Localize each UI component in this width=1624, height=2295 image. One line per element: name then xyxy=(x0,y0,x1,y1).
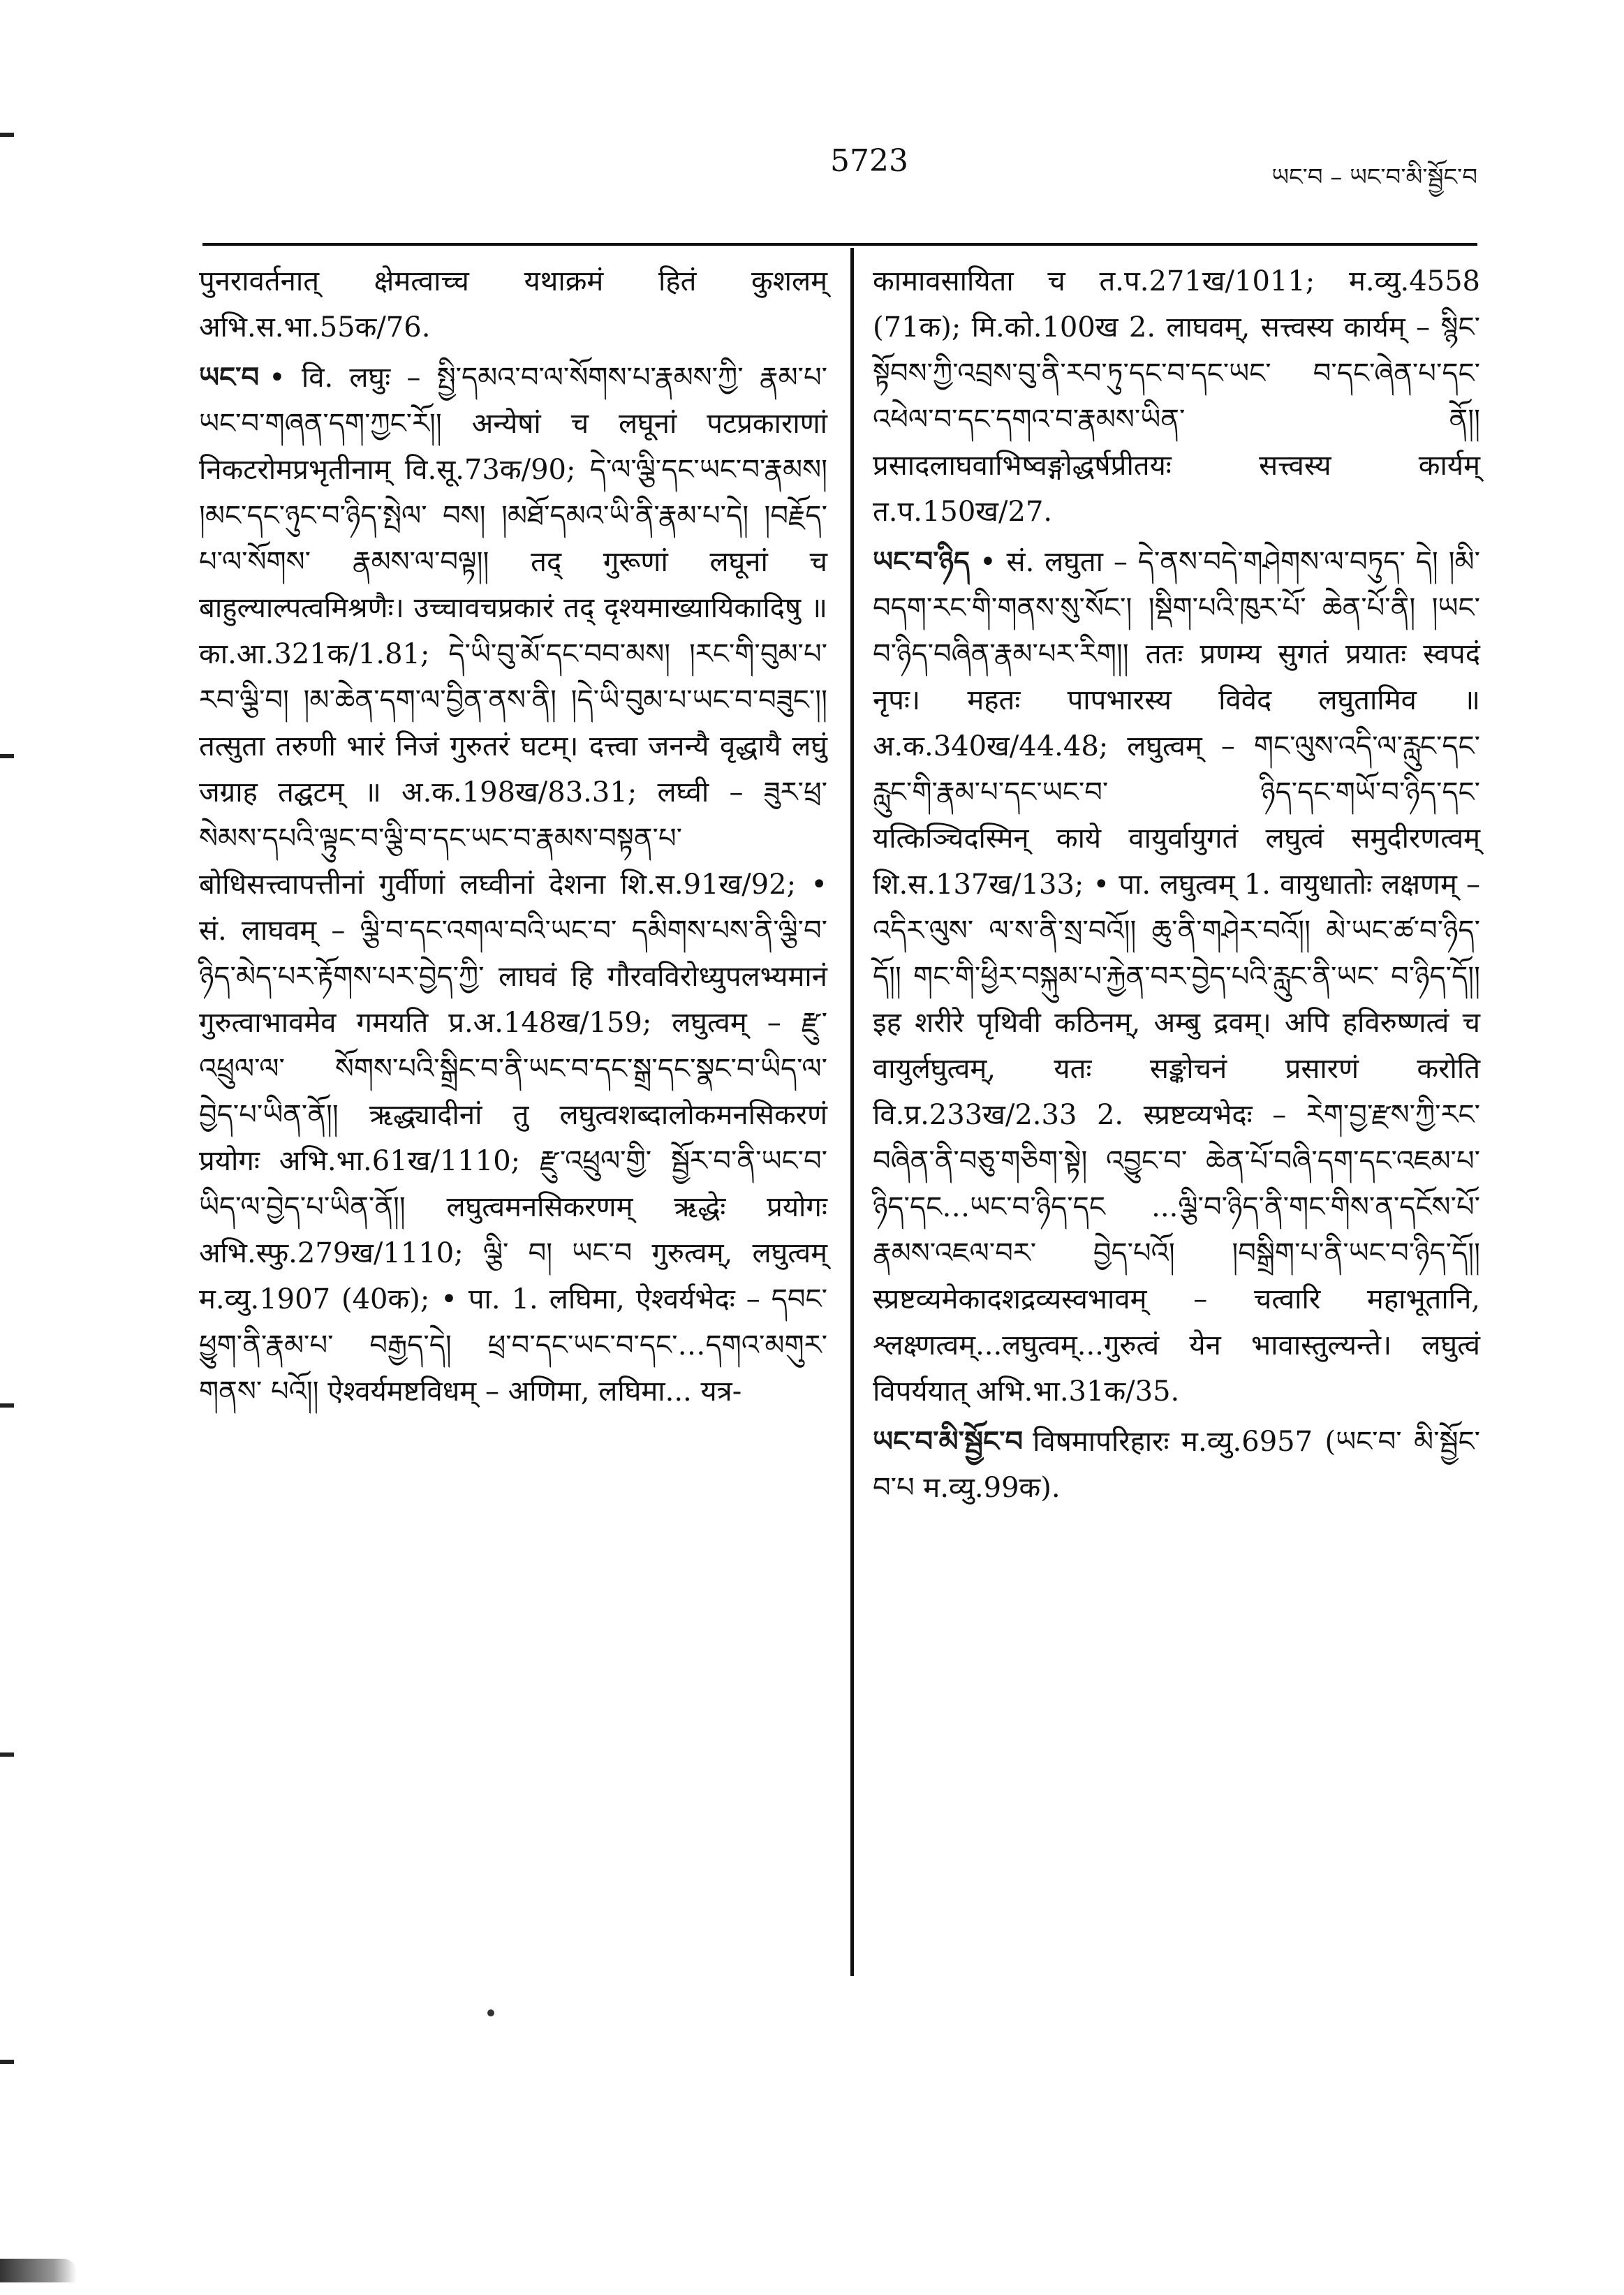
entry-head: ཡང་བ xyxy=(199,361,260,394)
stray-dot xyxy=(487,2009,494,2016)
entry-yang-ba xyxy=(199,355,827,1415)
entry-yang-ba-nyid xyxy=(873,539,1480,1415)
scan-corner-mark xyxy=(0,2259,77,2282)
margin-mark xyxy=(0,1403,14,1408)
left-intro-paragraph: पुनरावर्तनात् क्षेमत्वाच्च यथाक्रमं हितं कुशलम् अभि.स.भा.55क/76. xyxy=(199,265,827,344)
margin-mark xyxy=(0,1752,14,1757)
margin-mark xyxy=(0,2060,14,2064)
margin-mark xyxy=(0,133,14,137)
entry-yang-ba-mi-sbyong-ba xyxy=(873,1419,1480,1511)
entry-text: विषमापरिहारः म.व्यु.6957 (ཡང་བ་ མི་སྦྱོང་བ་པ म.व्यु.99क). xyxy=(873,1426,1480,1504)
entry-head: ཡང་བ་ཉིད xyxy=(873,545,970,578)
column-divider xyxy=(850,248,854,1976)
running-head: ཡང་བ – ཡང་བ་མི་སྦྱོང་བ xyxy=(1271,163,1477,191)
right-continuation-paragraph: कामावसायिता च त.प.271ख/1011; म.व्यु.4558 (71क); मि.को.100ख 2. लाघवम्, सत्त्वस्य कार्यम् – སྙིང་སྟོབས་ཀྱི་འབྲས་བུ་ནི་རབ་ཏུ་དང་བ་དང་ཡང་ བ་དང་ཞེན་པ་དང་འཕེལ་བ་དང་དགའ་བ་རྣམས་ཡིན་ ནོ།། प्रसादलाघवाभिष्वङ्गोद्धर्षप्रीतयः सत्त्वस्य कार्यम् त.प.150ख/27. xyxy=(873,265,1480,528)
page-number: 5723 xyxy=(830,143,908,179)
left-column xyxy=(199,258,827,1419)
entry-head: ཡང་བ་མི་སྦྱོང་བ xyxy=(873,1425,1024,1458)
right-column xyxy=(873,258,1480,1515)
entry-text: • वि. लघुः – སྤྱི་དམའ་བ་ལ་སོགས་པ་རྣམས་ཀྱི་ རྣམ་པ་ཡང་བ་གཞན་དག་ཀྱང་རོ།། अन्येषां च लघूनां पटप्रकाराणां निकटरोमप्रभृतीनाम् वि.सू.73क/90; དེ་ལ་ལྕི་དང་ཡང་བ་རྣམས། །མང་དང་ཉུང་བ་ཉིད་སྤེལ་ བས། །མཐོ་དམའ་ཡི་ནི་རྣམ་པ་དེ། །བརྗོད་པ་ལ་སོགས་ རྣམས་ལ་བལྟ།། तद् गुरूणां लघूनां च बाहुल्याल्पत्वमिश्रणैः। उच्चावचप्रकारं तद् दृश्यमाख्यायिकादिषु ॥ का.आ.321क/1.81; དེ་ཡི་བུ་མོ་དང་བབ་མས། །རང་གི་བུམ་པ་རབ་ལྕི་བ། །མ་ཆེན་དག་ལ་བྱིན་ནས་ནི། །དེ་ཡི་བུམ་པ་ཡང་བ་བཟུང་།། तत्सुता तरुणी भारं निजं गुरुतरं घटम्। दत्त्वा जनन्यै वृद्धायै लघुं जग्राह तद्घटम् ॥ अ.क.198ख/83.31; लघ्वी – ཟུར་ཕྲ་ སེམས་དཔའི་ལྟུང་བ་ལྕི་བ་དང་ཡང་བ་རྣམས་བསྟན་པ་ बोधिसत्त्वापत्तीनां गुर्वीणां लघ्वीनां देशना शि.स.91ख/92; • सं. लाघवम् – ལྕི་བ་དང་འགལ་བའི་ཡང་བ་ དམིགས་པས་ནི་ལྕི་བ་ཉིད་མེད་པར་རྟོགས་པར་བྱེད་ཀྱི་ लाघवं हि गौरवविरोध्युपलभ्यमानं गुरुत्वाभावमेव गमयति प्र.अ.148ख/159; लघुत्वम् – རྫུ་འཕྲུལ་ལ་ སོགས་པའི་སྒྲིང་བ་ནི་ཡང་བ་དང་སྒྲ་དང་སྣང་བ་ཡིད་ལ་ བྱེད་པ་ཡིན་ནོ།། ऋद्ध्यादीनां तु लघुत्वशब्दालोकमनसिकरणं प्रयोगः अभि.भा.61ख/1110; རྫུ་འཕྲུལ་གྱི་ སྦྱོར་བ་ནི་ཡང་བ་ཡིད་ལ་བྱེད་པ་ཡིན་ནོ།། लघुत्वमनसिकरणम् ऋद्धेः प्रयोगः अभि.स्फु.279ख/1110; ལྕི་ བ། ཡང་བ गुरुत्वम्, लघुत्वम् म.व्यु.1907 (40क); • पा. 1. लघिमा, ऐश्वर्यभेदः – དབང་ཕྱུག་ནི་རྣམ་པ་ བརྒྱད་དེ། ཕྲ་བ་དང་ཡང་བ་དང་…དགའ་མགུར་གནས་ པའོ།། ऐश्वर्यमष्टविधम् – अणिमा, लघिमा... यत्र- xyxy=(199,362,827,1408)
entry-text: • सं. लघुता – དེ་ནས་བདེ་གཤེགས་ལ་བཏུད་ དེ། །མི་བདག་རང་གི་གནས་སུ་སོང་། །སྡིག་པའི་ཁུར་པོ་ ཆེན་པོ་ནི། །ཡང་བ་ཉིད་བཞིན་རྣམ་པར་རིག།། ततः प्रणम्य सुगतं प्रयातः स्वपदं नृपः। महतः पापभारस्य विवेद लघुतामिव ॥ अ.क.340ख/44.48; लघुत्वम् – གང་ལུས་འདི་ལ་རླུང་དང་རླུང་གི་རྣམ་པ་དང་ཡང་བ་ ཉིད་དང་གཡོ་བ་ཉིད་དང་ यत्किञ्चिदस्मिन् काये वायुर्वायुगतं लघुत्वं समुदीरणत्वम् शि.स.137ख/133; • पा. लघुत्वम् 1. वायुधातोः लक्षणम् – འདིར་ལུས་ ལ་ས་ནི་སྲ་བའོ།། ཆུ་ནི་གཤེར་བའོ།། མེ་ཡང་ཚ་བ་ཉིད་ དོ།། གང་གི་ཕྱིར་བསྐུམ་པ་རྐྱེན་བར་བྱེད་པའི་རླུང་ནི་ཡང་ བ་ཉིད་དོ།། इह शरीरे पृथिवी कठिनम्, अम्बु द्रवम्। अपि हविरुष्णत्वं च वायुर्लघुत्वम्, यतः सङ्कोचनं प्रसारणं करोति वि.प्र.233ख/2.33 2. स्प्रष्टव्यभेदः – རེག་བྱ་རྫས་ཀྱི་རང་བཞིན་ནི་བཅུ་གཅིག་སྟེ། འབྱུང་བ་ ཆེན་པོ་བཞི་དག་དང་འཇམ་པ་ཉིད་དང…ཡང་བ་ཉིད་དང ...ལྕི་བ་ཉིད་ནི་གང་གིས་ན་དངོས་པོ་རྣམས་འཇལ་བར་ བྱེད་པའོ། །བསྒྲིག་པ་ནི་ཡང་བ་ཉིད་དོ།། स्प्रष्टव्यमेकादशद्रव्यस्वभावम् – चत्वारि महाभूतानि, श्लक्ष्णत्वम्...लघुत्वम्...गुरुत्वं येन भावास्तुल्यन्ते। लघुत्वं विपर्ययात् अभि.भा.31क/35. xyxy=(873,546,1480,1408)
margin-mark xyxy=(0,754,14,758)
header-rule xyxy=(202,243,1477,246)
